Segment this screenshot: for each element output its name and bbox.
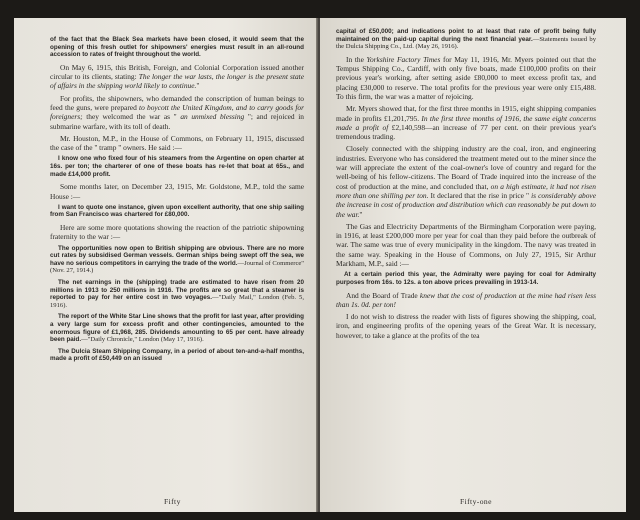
right-paragraph-3: Closely connected with the shipping industry are the coal, iron, and engineering industries. Everyone who has considered the treatment meted out to the miner since the war will appreciate the extent of the coal-owner's love of country and regard for the well-being of his fellow-citizens. The Board of Trade inquired into the increase of the cost of production at the mine, and concluded that, on a high estimate, it had not risen more than one shilling per ton. It declared that the rise in price " is considerably above the increase in cost of production and distribution which can reasonably be put down to the war." xyxy=(336,144,596,219)
left-paragraph-1: On May 6, 1915, this British, Foreign, and Colonial Corporation issued another circular to its clients, stating: The longer the war lasts, the longer is the present state of affairs in the shipping world likely to continue." xyxy=(50,62,305,91)
right-paragraph-6: I do not wish to distress the reader with lists of figures showing the shipping, coal, iron, and engineering profits of the opening years of the Great War. It is necessary, however, to take a glance at the profits of the tea xyxy=(336,312,596,340)
right-paragraph-4: The Gas and Electricity Departments of the Birmingham Corporation were paying, in 1916, at least £200,000 more per year for coal than they paid before the outbreak of war. The same was true of every municipality in the kingdom. The navy was treated in the same way. Speaking in the House of Commons, on July 27, 1915, Sir Arthur Markham, M.P., said :— xyxy=(336,221,596,269)
right-paragraph-5: And the Board of Trade knew that the cost of production at the mine had risen less than 1s. 0d. per ton! xyxy=(336,290,596,309)
left-page xyxy=(14,18,318,512)
right-page xyxy=(320,18,626,512)
right-paragraph-1: In the Yorkshire Factory Times for May 11, 1916, Mr. Myers pointed out that the Tempus Shipping Co., Cardiff, with only five boats, made £100,000 profits on their previous year's working, after setting aside £80,000 to meet excess profit tax, and placing £30,000 to reserve. The total profits for the previous year were only £15,488. To this firm, the war was a matter of rejoicing. xyxy=(336,54,596,101)
dulcia-quote: The Dulcia Steam Shipping Company, in a period of about ten-and-a-half months, made a profit of £50,449 on an issued xyxy=(50,347,304,363)
right-top-quote: capital of £50,000; and indications point to at least that rate of profit being fully maintained on the paid-up capital during the next financial year.—Statements issued by the Dulcia Shipping Co., Ltd. (May 26, 1916). xyxy=(336,28,596,51)
left-paragraph-4: Some months later, on December 23, 1915, Mr. Goldstone, M.P., told the same House :— xyxy=(50,182,304,201)
daily-mail-quote: The net earnings in the (shipping) trade are estimated to have risen from 20 millions in 1913 to 250 millions in 1916. The profits are so great that a steamer is reported to pay for her entire cost in two voyages.—"Daily Mail," London (Feb. 5, 1916). xyxy=(50,278,304,309)
white-star-line-quote: The report of the White Star Line shows that the profit for last year, after providing a very large sum for excess profit and other contingencies, amounted to the enormous figure of £1,968, 285. Dividends amounting to 65 per cent. have already been paid.—"Daily Chronicle," London (May 17, 1916). xyxy=(50,313,304,344)
houston-quote: I know one who fixed four of his steamers from the Argentine on open charter at 16s. per ton; the charterer of one of these boats has re-let that boat at 65s., and made £14,000 profit. xyxy=(50,155,304,178)
journal-of-commerce-quote: The opportunities now open to British shipping are obvious. There are no more cut rates by subsidised German vessels. German ships being swept off the sea, we have no serious competitors in carrying the trade of the world.—Journal of Commerce" (Nov. 27, 1914.) xyxy=(50,244,304,275)
left-paragraph-2: For profits, the shipowners, who demanded the conscription of human beings to feed the guns, were prepared to boycott the United Kingdom, and to carry goods for foreigners; they welcomed the war as " an unmixed blessing "; and rejoiced in submarine warfare, with its toll of death. xyxy=(50,93,304,131)
left-paragraph-5: Here are some more quotations showing the reaction of the patriotic shipowning fraternity to the war :— xyxy=(50,223,304,242)
goldstone-quote: I want to quote one instance, given upon excellent authority, that one ship sailing from San Francisco was chartered for £80,000. xyxy=(50,203,304,219)
markham-quote: At a certain period this year, the Admiralty were paying for coal for Admiralty purposes from 16s. to 12s. a ton above prices prevailing in 1913-14. xyxy=(336,271,596,286)
right-paragraph-2: Mr. Myers showed that, for the first three months in 1915, eight shipping companies made in profits £1,201,795. In the first three months of 1916, the same eight concerns made a profit of £2,140,598—an increase of 77 per cent. on their previous year's tremendous trading. xyxy=(336,104,596,142)
left-top-quote: of the fact that the Black Sea markets have been closed, it would seem that the opening of this fresh outlet for shipowners' energies must result in an all-round accession to rates of freight throughout the world. xyxy=(50,36,304,59)
page-number-right: Fifty-one xyxy=(460,497,492,506)
left-paragraph-3: Mr. Houston, M.P., in the House of Commons, on February 11, 1915, discussed the case of the " tramp " owners. He said :— xyxy=(50,133,304,153)
page-number-left: Fifty xyxy=(164,497,181,506)
